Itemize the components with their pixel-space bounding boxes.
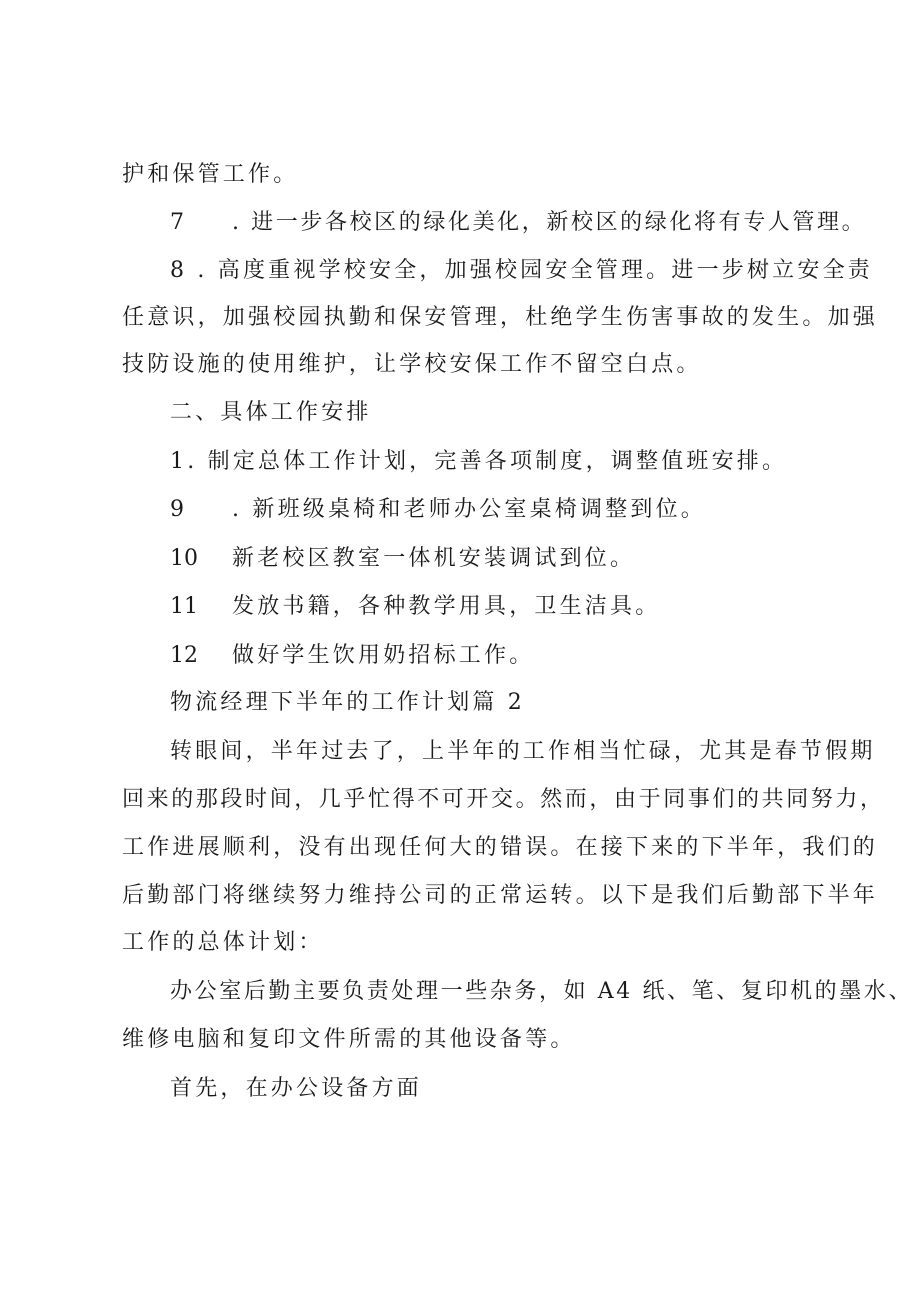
section-2-heading: 二、具体工作安排 [170, 400, 372, 425]
arrangement-12-number: 12 [170, 643, 198, 668]
paragraph-intro-end: 护和保管工作。 [122, 162, 299, 187]
article-2-paragraph-3: 首先，在办公设备方面 [170, 1076, 423, 1101]
article-2-paragraph-2-line-2: 维修电脑和复印文件所需的其他设备等。 [122, 1027, 576, 1052]
arrangement-10-text: 新老校区教室一体机安装调试到位。 [232, 546, 636, 571]
article-2-paragraph-2-line-1: 办公室后勤主要负责处理一些杂务，如 A4 纸、笔、复印机的墨水、 [170, 979, 914, 1004]
arrangement-9-number: 9 [170, 497, 184, 522]
item-8-line-1: 8 . 高度重视学校安全，加强校园安全管理。进一步树立安全责 [170, 258, 873, 283]
arrangement-1: 1. 制定总体工作计划，完善各项制度，调整值班安排。 [170, 449, 788, 474]
item-8-line-2: 任意识，加强校园执勤和保安管理，杜绝学生伤害事故的发生。加强 [122, 305, 879, 330]
item-8-line-3: 技防设施的使用维护，让学校安保工作不留空白点。 [122, 352, 702, 377]
article-2-paragraph-1-line-4: 后勤部门将继续努力维持公司的正常运转。以下是我们后勤部下半年 [122, 883, 879, 908]
article-2-paragraph-1-line-5: 工作的总体计划： [122, 930, 324, 955]
arrangement-12-text: 做好学生饮用奶招标工作。 [232, 643, 535, 668]
article-2-paragraph-1-line-1: 转眼间，半年过去了，上半年的工作相当忙碌，尤其是春节假期 [170, 739, 876, 764]
arrangement-11-text: 发放书籍，各种教学用具，卫生洁具。 [232, 594, 661, 619]
article-2-title: 物流经理下半年的工作计划篇 2 [170, 690, 525, 715]
item-7-text: . 进一步各校区的绿化美化，新校区的绿化将有专人管理。 [232, 210, 867, 235]
item-7-number: 7 [170, 210, 184, 235]
article-2-paragraph-1-line-2: 回来的那段时间，几乎忙得不可开交。然而，由于同事们的共同努力， [122, 787, 885, 812]
arrangement-11-number: 11 [170, 594, 198, 619]
arrangement-9-text: . 新班级桌椅和老师办公室桌椅调整到位。 [232, 497, 706, 522]
arrangement-10-number: 10 [170, 546, 198, 571]
article-2-paragraph-1-line-3: 工作进展顺利，没有出现任何大的错误。在接下来的下半年，我们的 [122, 835, 879, 860]
